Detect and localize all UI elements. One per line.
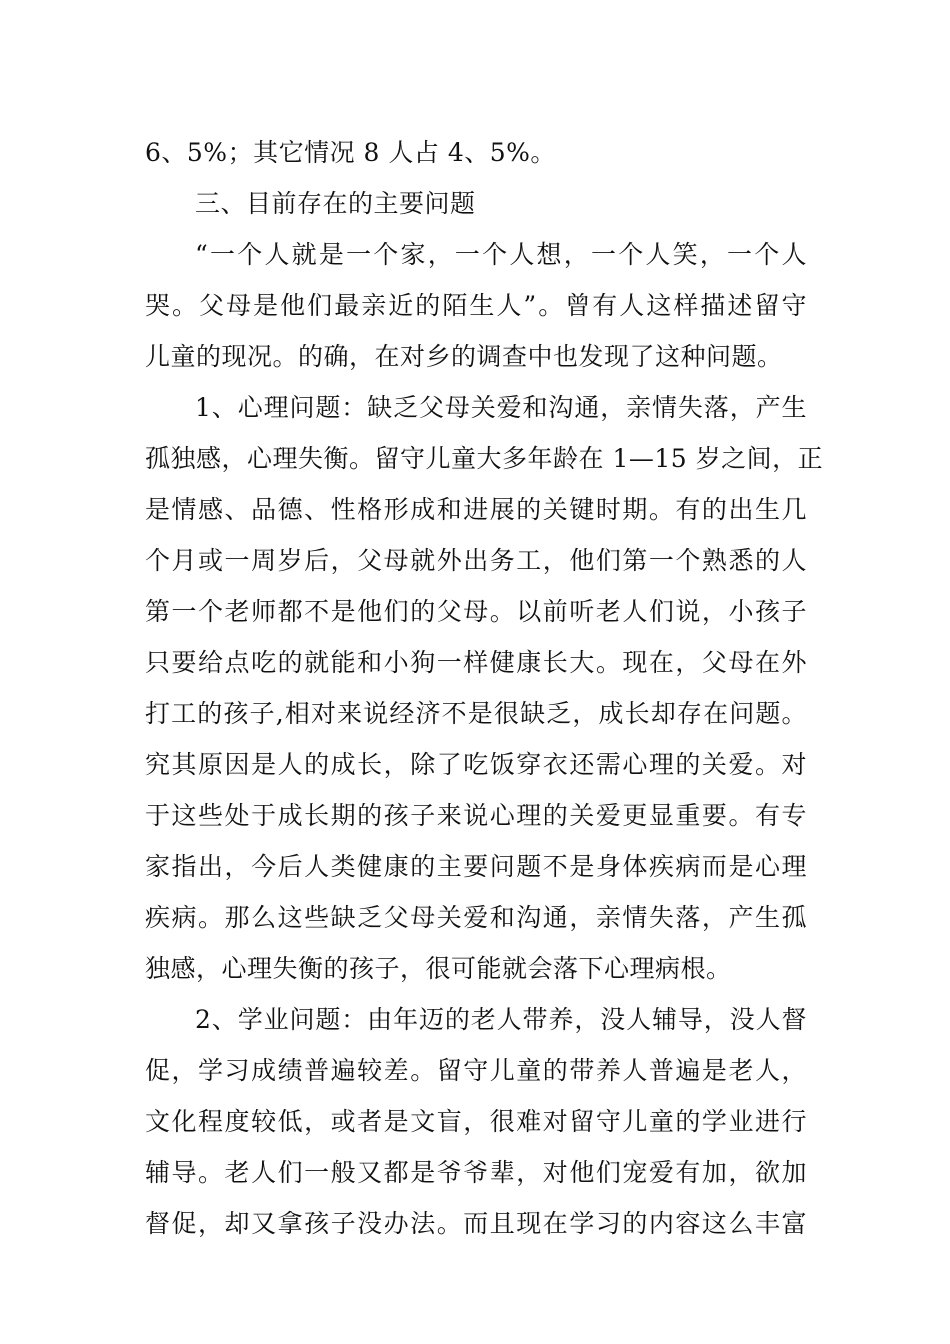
text-line: 督促，却又拿孩子没办法。而且现在学习的内容这么丰富 xyxy=(145,1209,807,1238)
body-text xyxy=(145,127,824,1249)
text-line: 第一个老师都不是他们的父母。以前听老人们说，小孩子 xyxy=(145,597,807,626)
text-line: 辅导。老人们一般又都是爷爷辈，对他们宠爱有加，欲加 xyxy=(145,1158,807,1187)
text-line: 打工的孩子,相对来说经济不是很缺乏，成长却存在问题。 xyxy=(145,699,807,728)
text-line: 哭。父母是他们最亲近的陌生人”。曾有人这样描述留守 xyxy=(145,291,807,320)
text-line: 2、学业问题：由年迈的老人带养，没人辅导，没人督 xyxy=(195,1005,807,1034)
text-line: “一个人就是一个家，一个人想，一个人笑，一个人 xyxy=(195,240,807,269)
text-line: 究其原因是人的成长，除了吃饭穿衣还需心理的关爱。对 xyxy=(145,750,807,779)
text-line: 独感，心理失衡的孩子，很可能就会落下心理病根。 xyxy=(145,954,732,983)
text-line: 6、5%；其它情况 8 人占 4、5%。 xyxy=(145,138,556,167)
text-line: 是情感、品德、性格形成和进展的关键时期。有的出生几 xyxy=(145,495,807,524)
text-line: 促，学习成绩普遍较差。留守儿童的带养人普遍是老人， xyxy=(145,1056,807,1085)
text-line: 文化程度较低，或者是文盲，很难对留守儿童的学业进行 xyxy=(145,1107,807,1136)
text-line: 儿童的现况。的确，在对乡的调查中也发现了这种问题。 xyxy=(145,342,783,371)
text-line: 1、心理问题：缺乏父母关爱和沟通，亲情失落，产生 xyxy=(195,393,807,422)
text-line: 家指出，今后人类健康的主要问题不是身体疾病而是心理 xyxy=(145,852,807,881)
text-line: 孤独感，心理失衡。留守儿童大多年龄在 1—15 岁之间，正 xyxy=(145,444,824,473)
text-line: 于这些处于成长期的孩子来说心理的关爱更显重要。有专 xyxy=(145,801,807,830)
text-line: 疾病。那么这些缺乏父母关爱和沟通，亲情失落，产生孤 xyxy=(145,903,807,932)
text-line: 个月或一周岁后，父母就外出务工，他们第一个熟悉的人 xyxy=(145,546,807,575)
section-heading: 三、目前存在的主要问题 xyxy=(195,189,476,218)
text-line: 只要给点吃的就能和小狗一样健康长大。现在，父母在外 xyxy=(145,648,807,677)
